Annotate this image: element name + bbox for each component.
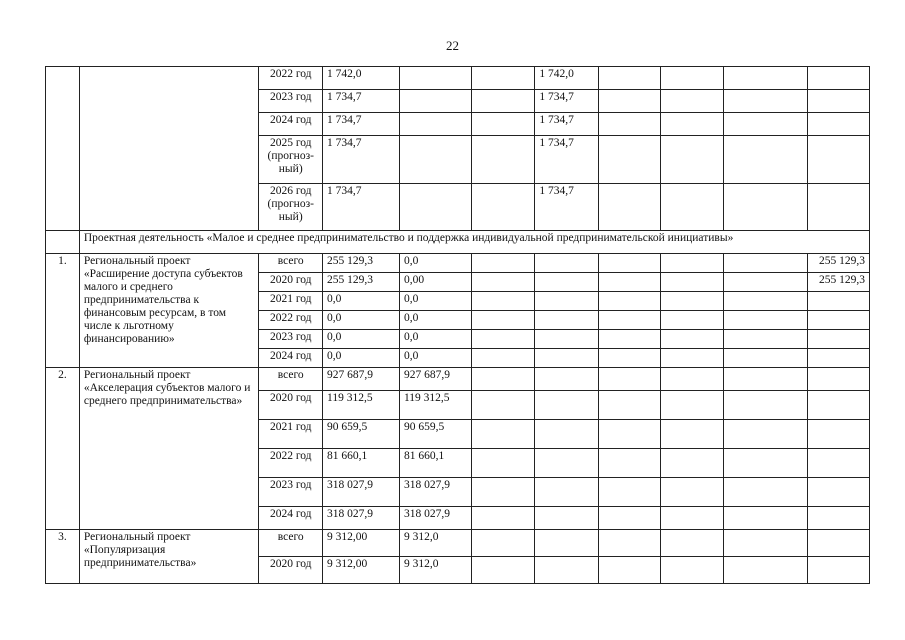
- empty-cell: [599, 90, 661, 113]
- year-cell: 2025 год (прогноз-ный): [259, 136, 323, 184]
- project-number: 2.: [46, 368, 80, 530]
- total-cell: 0,0: [323, 292, 400, 311]
- year-cell: 2020 год: [259, 557, 323, 584]
- value-cell: [808, 368, 870, 391]
- section-row: [46, 231, 870, 254]
- empty-cell: [599, 557, 661, 584]
- empty-cell: [660, 254, 724, 273]
- empty-cell: [599, 449, 661, 478]
- empty-cell: [535, 273, 599, 292]
- project-name: Региональный проект «Расширение доступа субъектов малого и среднего предпринимательства к финансовым ресурсам, в том числе к льготному финансированию»: [79, 254, 259, 368]
- empty-cell: [471, 113, 535, 136]
- empty-cell: [535, 530, 599, 557]
- empty-cell: [808, 67, 870, 90]
- year-cell: 2020 год: [259, 391, 323, 420]
- year-cell: 2023 год: [259, 90, 323, 113]
- empty-cell: [599, 507, 661, 530]
- value-cell: [808, 311, 870, 330]
- value-cell: 0,0: [399, 330, 471, 349]
- table-row: [46, 530, 870, 557]
- empty-cell: [599, 273, 661, 292]
- year-cell: 2024 год: [259, 113, 323, 136]
- value-cell: [808, 420, 870, 449]
- value-cell: [808, 557, 870, 584]
- empty-cell: [471, 90, 535, 113]
- total-cell: 1 734,7: [323, 113, 400, 136]
- value-cell: 119 312,5: [399, 391, 471, 420]
- empty-cell: [724, 557, 808, 584]
- empty-cell: [660, 478, 724, 507]
- total-cell: 1 734,7: [323, 136, 400, 184]
- value-cell: 1 742,0: [535, 67, 599, 90]
- year-cell: 2021 год: [259, 420, 323, 449]
- empty-cell: [724, 349, 808, 368]
- value-cell: 90 659,5: [399, 420, 471, 449]
- table-row: [46, 67, 870, 90]
- empty-cell: [724, 113, 808, 136]
- value-cell: [808, 507, 870, 530]
- table-row: [46, 368, 870, 391]
- value-cell: 0,00: [399, 273, 471, 292]
- value-cell: 255 129,3: [808, 273, 870, 292]
- total-cell: 255 129,3: [323, 254, 400, 273]
- empty-cell: [471, 349, 535, 368]
- empty-cell: [399, 90, 471, 113]
- empty-cell: [599, 420, 661, 449]
- value-cell: 1 734,7: [535, 90, 599, 113]
- empty-cell: [599, 530, 661, 557]
- year-cell: всего: [259, 254, 323, 273]
- year-cell: всего: [259, 530, 323, 557]
- value-cell: [808, 478, 870, 507]
- empty-cell: [660, 507, 724, 530]
- empty-cell: [599, 184, 661, 231]
- value-cell: 0,0: [399, 349, 471, 368]
- value-cell: [808, 349, 870, 368]
- empty-cell: [471, 184, 535, 231]
- empty-cell: [660, 113, 724, 136]
- total-cell: 0,0: [323, 311, 400, 330]
- value-cell: 1 734,7: [535, 136, 599, 184]
- empty-cell: [599, 330, 661, 349]
- empty-cell: [471, 391, 535, 420]
- empty-cell: [599, 391, 661, 420]
- empty-cell: [46, 231, 80, 254]
- empty-cell: [599, 113, 661, 136]
- empty-cell: [724, 136, 808, 184]
- empty-cell: [399, 136, 471, 184]
- empty-cell: [599, 311, 661, 330]
- year-cell: 2024 год: [259, 349, 323, 368]
- empty-cell: [724, 530, 808, 557]
- empty-cell: [660, 136, 724, 184]
- empty-cell: [535, 420, 599, 449]
- total-cell: 0,0: [323, 330, 400, 349]
- year-cell: всего: [259, 368, 323, 391]
- empty-cell: [46, 67, 80, 231]
- empty-cell: [79, 67, 259, 231]
- empty-cell: [660, 368, 724, 391]
- empty-cell: [535, 330, 599, 349]
- project-name: Региональный проект «Популяризация предпринимательства»: [79, 530, 259, 584]
- empty-cell: [660, 349, 724, 368]
- total-cell: 927 687,9: [323, 368, 400, 391]
- project-number: 1.: [46, 254, 80, 368]
- total-cell: 90 659,5: [323, 420, 400, 449]
- project-name: Региональный проект «Акселерация субъектов малого и среднего предпринимательства»: [79, 368, 259, 530]
- total-cell: 1 742,0: [323, 67, 400, 90]
- empty-cell: [471, 292, 535, 311]
- empty-cell: [471, 254, 535, 273]
- value-cell: [808, 330, 870, 349]
- empty-cell: [471, 273, 535, 292]
- empty-cell: [724, 254, 808, 273]
- empty-cell: [535, 557, 599, 584]
- year-cell: 2026 год (прогноз-ный): [259, 184, 323, 231]
- value-cell: 927 687,9: [399, 368, 471, 391]
- empty-cell: [724, 368, 808, 391]
- project-number: 3.: [46, 530, 80, 584]
- empty-cell: [599, 67, 661, 90]
- empty-cell: [660, 557, 724, 584]
- empty-cell: [724, 420, 808, 449]
- year-cell: 2023 год: [259, 330, 323, 349]
- empty-cell: [660, 449, 724, 478]
- empty-cell: [471, 136, 535, 184]
- empty-cell: [471, 330, 535, 349]
- year-cell: 2022 год: [259, 449, 323, 478]
- empty-cell: [660, 90, 724, 113]
- empty-cell: [471, 507, 535, 530]
- value-cell: [808, 449, 870, 478]
- year-cell: 2023 год: [259, 478, 323, 507]
- empty-cell: [724, 449, 808, 478]
- empty-cell: [660, 273, 724, 292]
- empty-cell: [471, 557, 535, 584]
- empty-cell: [724, 478, 808, 507]
- empty-cell: [535, 292, 599, 311]
- page-number: 22: [446, 38, 459, 53]
- empty-cell: [660, 311, 724, 330]
- empty-cell: [724, 292, 808, 311]
- value-cell: 255 129,3: [808, 254, 870, 273]
- empty-cell: [599, 254, 661, 273]
- empty-cell: [724, 330, 808, 349]
- total-cell: 1 734,7: [323, 184, 400, 231]
- empty-cell: [599, 368, 661, 391]
- empty-cell: [535, 311, 599, 330]
- empty-cell: [535, 507, 599, 530]
- empty-cell: [471, 311, 535, 330]
- empty-cell: [599, 478, 661, 507]
- value-cell: 1 734,7: [535, 184, 599, 231]
- empty-cell: [724, 273, 808, 292]
- year-cell: 2022 год: [259, 67, 323, 90]
- empty-cell: [471, 530, 535, 557]
- empty-cell: [724, 311, 808, 330]
- empty-cell: [535, 478, 599, 507]
- empty-cell: [399, 184, 471, 231]
- empty-cell: [399, 113, 471, 136]
- value-cell: [808, 292, 870, 311]
- empty-cell: [471, 368, 535, 391]
- total-cell: 81 660,1: [323, 449, 400, 478]
- empty-cell: [535, 391, 599, 420]
- empty-cell: [808, 136, 870, 184]
- empty-cell: [660, 530, 724, 557]
- empty-cell: [660, 292, 724, 311]
- year-cell: 2021 год: [259, 292, 323, 311]
- empty-cell: [724, 67, 808, 90]
- empty-cell: [724, 184, 808, 231]
- empty-cell: [808, 90, 870, 113]
- year-cell: 2024 год: [259, 507, 323, 530]
- total-cell: 9 312,00: [323, 530, 400, 557]
- empty-cell: [535, 368, 599, 391]
- value-cell: 0,0: [399, 292, 471, 311]
- empty-cell: [471, 67, 535, 90]
- empty-cell: [599, 349, 661, 368]
- empty-cell: [724, 391, 808, 420]
- empty-cell: [471, 478, 535, 507]
- total-cell: 0,0: [323, 349, 400, 368]
- value-cell: 9 312,0: [399, 557, 471, 584]
- empty-cell: [399, 67, 471, 90]
- empty-cell: [660, 330, 724, 349]
- value-cell: 1 734,7: [535, 113, 599, 136]
- empty-cell: [808, 113, 870, 136]
- empty-cell: [660, 420, 724, 449]
- section-title: Проектная деятельность «Малое и среднее предпринимательство и поддержка индивидуальной предпринимательской инициативы»: [79, 231, 869, 254]
- empty-cell: [471, 449, 535, 478]
- value-cell: 0,0: [399, 254, 471, 273]
- total-cell: 9 312,00: [323, 557, 400, 584]
- table-row: [46, 254, 870, 273]
- empty-cell: [471, 420, 535, 449]
- value-cell: 9 312,0: [399, 530, 471, 557]
- total-cell: 318 027,9: [323, 478, 400, 507]
- value-cell: [808, 530, 870, 557]
- empty-cell: [660, 184, 724, 231]
- value-cell: 318 027,9: [399, 478, 471, 507]
- empty-cell: [535, 254, 599, 273]
- empty-cell: [535, 349, 599, 368]
- total-cell: 1 734,7: [323, 90, 400, 113]
- total-cell: 318 027,9: [323, 507, 400, 530]
- empty-cell: [724, 507, 808, 530]
- year-cell: 2022 год: [259, 311, 323, 330]
- empty-cell: [724, 90, 808, 113]
- empty-cell: [660, 391, 724, 420]
- year-cell: 2020 год: [259, 273, 323, 292]
- empty-cell: [599, 292, 661, 311]
- budget-table: [45, 66, 870, 584]
- empty-cell: [535, 449, 599, 478]
- empty-cell: [599, 136, 661, 184]
- value-cell: [808, 391, 870, 420]
- empty-cell: [808, 184, 870, 231]
- total-cell: 119 312,5: [323, 391, 400, 420]
- value-cell: 0,0: [399, 311, 471, 330]
- value-cell: 81 660,1: [399, 449, 471, 478]
- empty-cell: [660, 67, 724, 90]
- value-cell: 318 027,9: [399, 507, 471, 530]
- total-cell: 255 129,3: [323, 273, 400, 292]
